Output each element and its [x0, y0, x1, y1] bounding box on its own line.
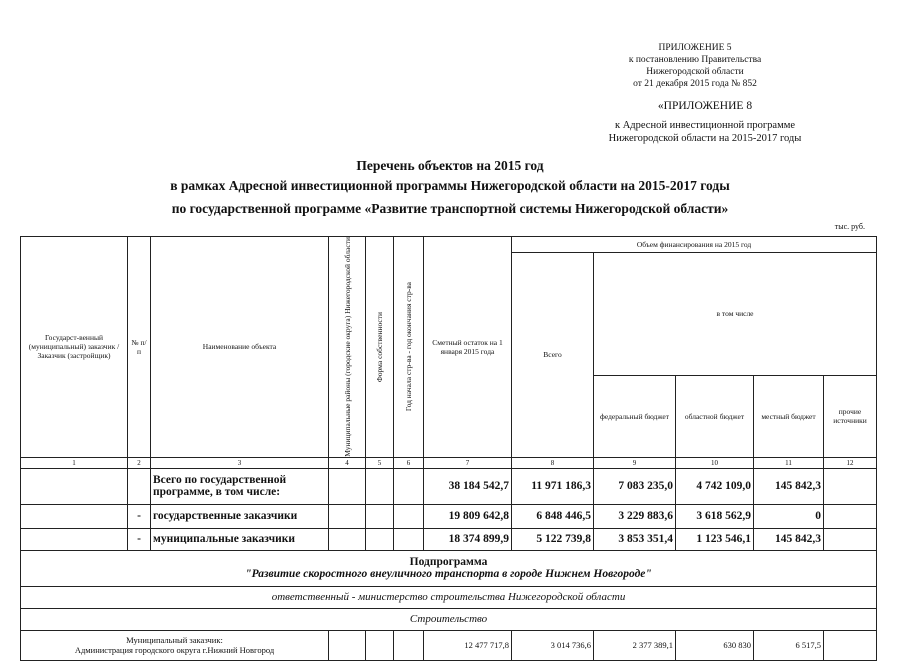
row-other: [824, 468, 877, 504]
row-total: 3 014 736,6: [512, 630, 594, 660]
col-num-header: № п/п: [128, 237, 151, 458]
row-districts: [329, 528, 366, 550]
section-row: [21, 608, 877, 630]
title-line-3: по государственной программе «Развитие транспортной системы Нижегородской области»: [171, 201, 729, 216]
col-number: 8: [512, 457, 594, 468]
units-label: тыс. руб.: [834, 222, 865, 231]
program-line-1: к Адресной инвестиционной программе: [614, 120, 796, 131]
table-row: [21, 468, 877, 504]
municipal-customer: [21, 630, 329, 660]
col-number: 12: [824, 457, 877, 468]
col-customer-header: Государст-венный (муниципальный) заказчик / Заказчик (застройщик): [21, 237, 128, 458]
col-name-header: Наименование объекта: [151, 237, 329, 458]
subprogram-cell: [21, 550, 877, 586]
col-local-header: местный бюджет: [754, 375, 824, 457]
objects-table: [20, 236, 877, 661]
col-number: 11: [754, 457, 824, 468]
row-ownership: [366, 630, 394, 660]
row-other: [824, 504, 877, 528]
col-years-label: Год начала стр-ва - год окончания стр-ва: [404, 282, 413, 412]
row-years: [394, 630, 424, 660]
row-num: -: [128, 504, 151, 528]
row-ownership: [366, 528, 394, 550]
program-line-2: Нижегородской области на 2015-2017 годы: [608, 133, 802, 144]
title-line-1: Перечень объектов на 2015 год: [356, 158, 544, 173]
col-ownership-header: [366, 237, 394, 458]
row-local: 0: [754, 504, 824, 528]
resolution-line-1: к постановлению Правительства: [628, 55, 762, 65]
row-regional: 1 123 546,1: [676, 528, 754, 550]
row-other: [824, 528, 877, 550]
row-balance: 18 374 899,9: [424, 528, 512, 550]
row-federal: 3 853 351,4: [594, 528, 676, 550]
row-federal: 2 377 389,1: [594, 630, 676, 660]
appendix-5-header: [560, 42, 830, 90]
row-local: 145 842,3: [754, 528, 824, 550]
col-number: 2: [128, 457, 151, 468]
row-total: 11 971 186,3: [512, 468, 594, 504]
col-districts-header: [329, 237, 366, 458]
col-number: 9: [594, 457, 676, 468]
col-balance-header: Сметный остаток на 1 января 2015 года: [424, 237, 512, 458]
row-balance: 19 809 642,8: [424, 504, 512, 528]
table-row: [21, 528, 877, 550]
subprogram-row: [21, 550, 877, 586]
row-other: [824, 630, 877, 660]
col-including-header: в том числе: [594, 253, 877, 376]
row-customer: [21, 528, 128, 550]
col-ownership-label: Форма собственности: [375, 311, 384, 382]
row-federal: 3 229 883,6: [594, 504, 676, 528]
row-balance: 38 184 542,7: [424, 468, 512, 504]
col-number: 5: [366, 457, 394, 468]
row-name: государственные заказчики: [151, 504, 329, 528]
municipal-customer-line-1: Муниципальный заказчик:: [126, 635, 223, 646]
row-years: [394, 528, 424, 550]
appendix-8-header: [560, 100, 850, 145]
col-number: 4: [329, 457, 366, 468]
row-ownership: [366, 468, 394, 504]
row-local: 6 517,5: [754, 630, 824, 660]
row-ownership: [366, 504, 394, 528]
row-regional: 630 830: [676, 630, 754, 660]
row-customer: [21, 504, 128, 528]
resolution-line-3: от 21 декабря 2015 года № 852: [633, 79, 757, 89]
row-num: [128, 468, 151, 504]
col-regional-header: областной бюджет: [676, 375, 754, 457]
responsible-row: [21, 586, 877, 608]
section-title: Строительство: [21, 608, 877, 630]
subprogram-label: Подпрограмма: [409, 556, 488, 569]
row-regional: 4 742 109,0: [676, 468, 754, 504]
col-financing-header: Объем финансирования на 2015 год: [512, 237, 877, 253]
row-balance: 12 477 717,8: [424, 630, 512, 660]
col-other-header: прочие источники: [824, 375, 877, 457]
col-number: 3: [151, 457, 329, 468]
row-local: 145 842,3: [754, 468, 824, 504]
col-number: 1: [21, 457, 128, 468]
appendix-5-label: ПРИЛОЖЕНИЕ 5: [658, 43, 732, 53]
subprogram-name: "Развитие скоростного внеуличного транспорта в городе Нижнем Новгороде": [245, 568, 652, 581]
col-federal-header: федеральный бюджет: [594, 375, 676, 457]
appendix-8-label: «ПРИЛОЖЕНИЕ 8: [657, 100, 753, 112]
row-years: [394, 504, 424, 528]
row-years: [394, 468, 424, 504]
resolution-line-2: Нижегородской области: [646, 67, 744, 77]
table-row: [21, 504, 877, 528]
responsible-text: ответственный - министерство строительства Нижегородской области: [21, 586, 877, 608]
row-name: муниципальные заказчики: [151, 528, 329, 550]
row-regional: 3 618 562,9: [676, 504, 754, 528]
row-total: 6 848 446,5: [512, 504, 594, 528]
row-districts: [329, 468, 366, 504]
title-line-2: в рамках Адресной инвестиционной программы Нижегородской области на 2015-2017 годы: [170, 178, 730, 193]
col-total-header: Всего: [512, 253, 594, 458]
row-num: -: [128, 528, 151, 550]
row-name: Всего по государственной программе, в том числе:: [151, 468, 329, 504]
row-districts: [329, 630, 366, 660]
col-number: 6: [394, 457, 424, 468]
row-total: 5 122 739,8: [512, 528, 594, 550]
col-districts-label: Муниципальные районы (городские округа) Нижегородской области: [342, 237, 352, 457]
row-customer: [21, 468, 128, 504]
municipal-customer-line-2: Администрация городского округа г.Нижний Новгород: [74, 645, 275, 656]
col-years-header: [394, 237, 424, 458]
col-number: 7: [424, 457, 512, 468]
table-row: [21, 630, 877, 660]
row-federal: 7 083 235,0: [594, 468, 676, 504]
row-districts: [329, 504, 366, 528]
col-number: 10: [676, 457, 754, 468]
